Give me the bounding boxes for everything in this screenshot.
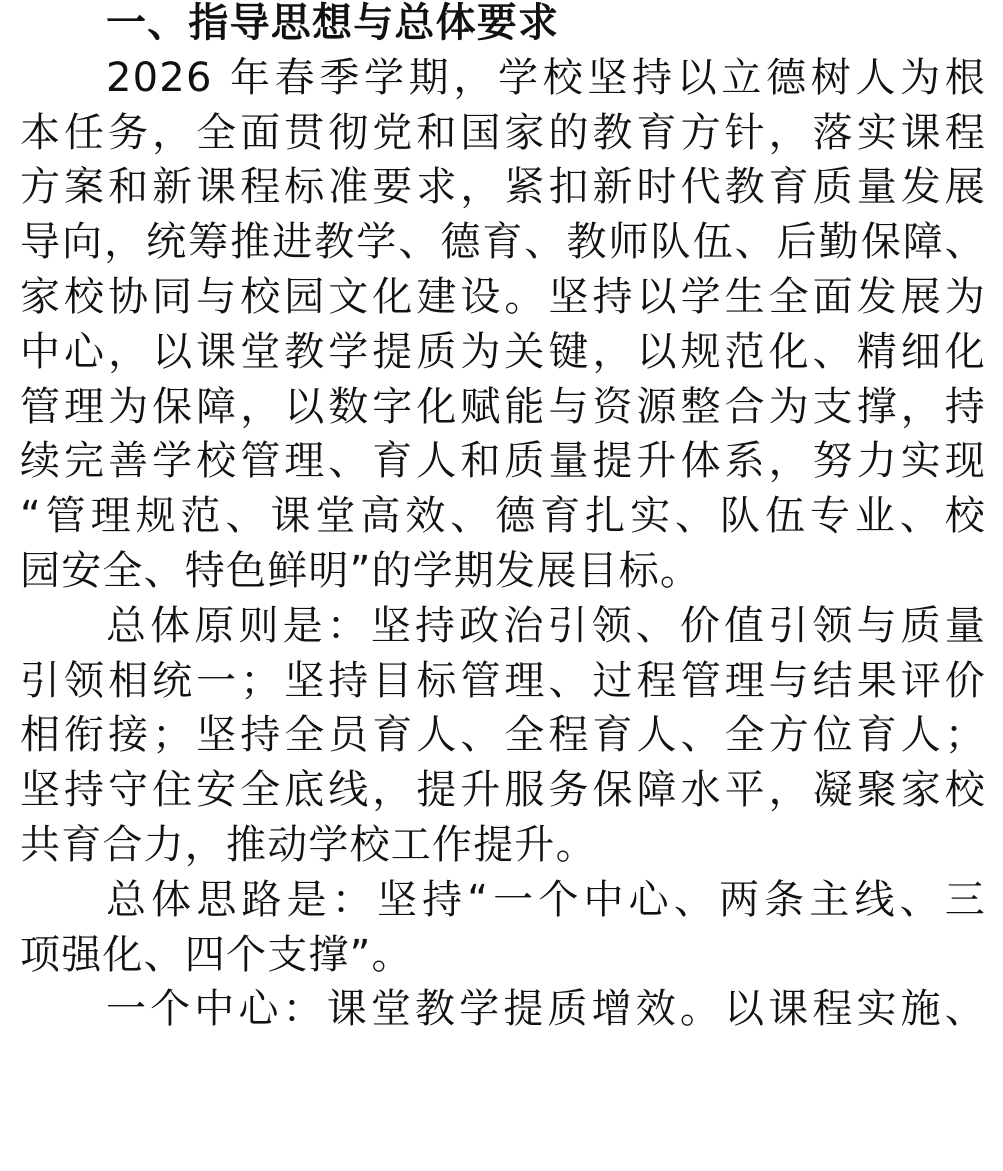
text-line: 项强化、四个支撑”。	[20, 931, 413, 978]
paragraph-approach	[20, 873, 986, 983]
text-line: 相衔接；坚持全员育人、全程育人、全方位育人；	[20, 712, 986, 759]
text-line: 家校协同与校园文化建设。坚持以学生全面发展为	[20, 273, 986, 320]
text-line: 管理为保障，以数字化赋能与资源整合为支撑，持	[20, 383, 986, 430]
text-line: 本任务，全面贯彻党和国家的教育方针，落实课程	[20, 109, 986, 156]
text-line: 一个中心：课堂教学提质增效。以课程实施、	[106, 986, 986, 1033]
paragraph-principles	[20, 599, 986, 873]
text-line: “管理规范、课堂高效、德育扎实、队伍专业、校	[20, 493, 986, 540]
text-line: 总体原则是：坚持政治引领、价值引领与质量	[106, 602, 986, 649]
text-line: 引领相统一；坚持目标管理、过程管理与结果评价	[20, 657, 986, 704]
text-line: 导向，统筹推进教学、德育、教师队伍、后勤保障、	[20, 219, 986, 266]
text-line: 续完善学校管理、育人和质量提升体系，努力实现	[20, 438, 986, 485]
text-line: 中心，以课堂教学提质为关键，以规范化、精细化	[20, 328, 986, 375]
text-line: 方案和新课程标准要求，紧扣新时代教育质量发展	[20, 164, 986, 211]
text-line: 总体思路是：坚持“一个中心、两条主线、三	[106, 876, 986, 923]
document-body	[20, 0, 986, 1037]
text-line: 共育合力，推动学校工作提升。	[20, 821, 597, 868]
paragraph-intro	[20, 51, 986, 599]
text-line: 坚持守住安全底线，提升服务保障水平，凝聚家校	[20, 767, 986, 814]
section-heading: 一、指导思想与总体要求	[106, 0, 560, 46]
text-line: 2026 年春季学期，学校坚持以立德树人为根	[106, 54, 986, 101]
paragraph-one-center	[20, 982, 986, 1037]
text-line: 园安全、特色鲜明”的学期发展目标。	[20, 547, 702, 594]
